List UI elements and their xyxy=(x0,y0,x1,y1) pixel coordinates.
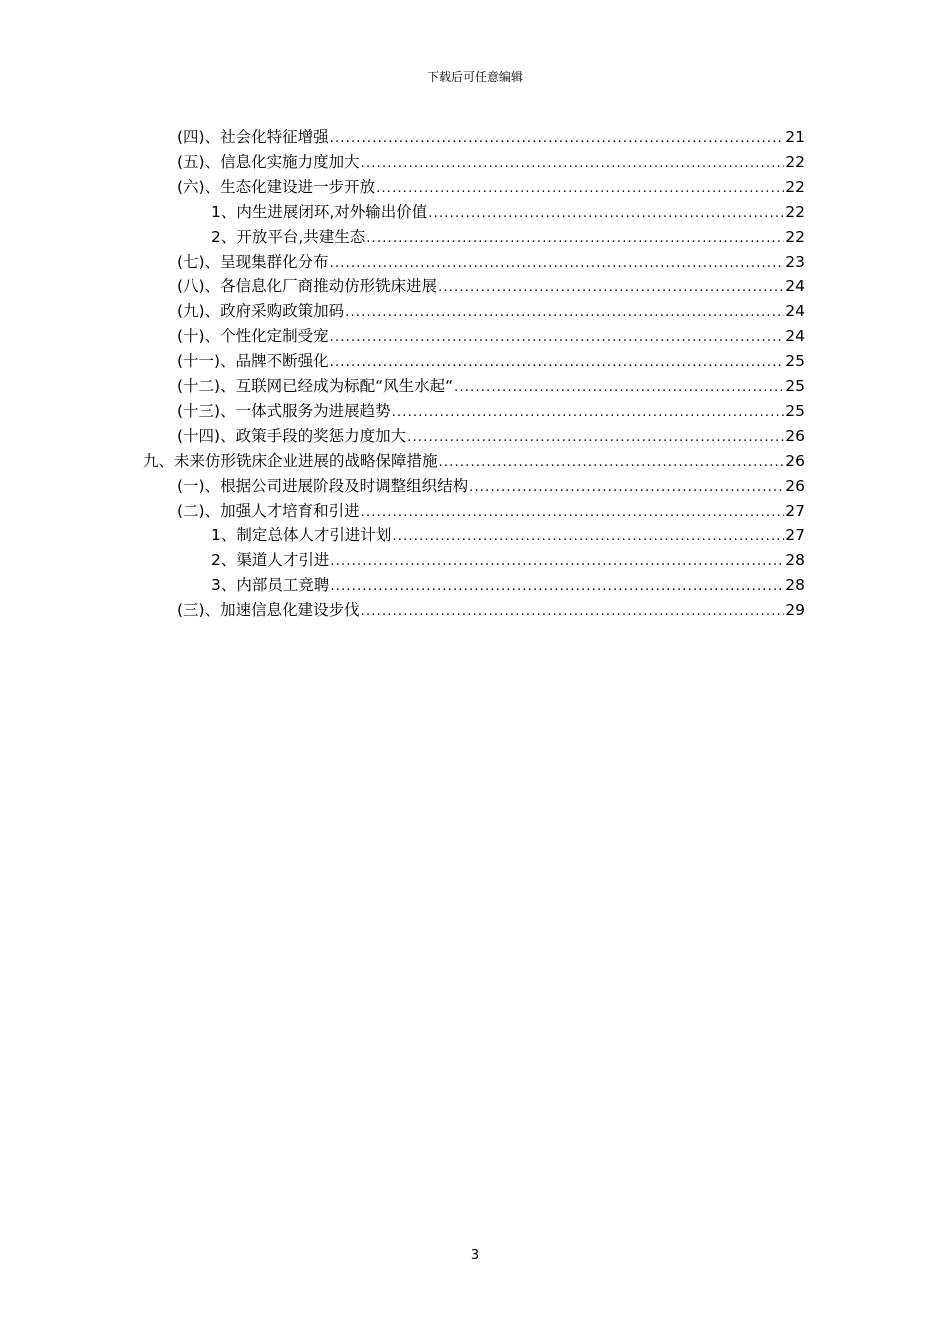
toc-entry[interactable] xyxy=(211,574,805,598)
toc-entry-page: 22 xyxy=(785,227,805,246)
toc-dot-leader xyxy=(376,178,784,200)
toc-entry-title: (五)、信息化实施力度加大 xyxy=(177,152,360,171)
toc-entry-page: 22 xyxy=(785,177,805,196)
toc-entry[interactable] xyxy=(177,126,805,150)
toc-entry[interactable] xyxy=(177,375,805,399)
toc-entry[interactable] xyxy=(211,201,805,225)
toc-entry-title: (四)、社会化特征增强 xyxy=(177,128,329,146)
toc-entry-page: 22 xyxy=(785,152,805,171)
toc-dot-leader xyxy=(439,452,785,474)
toc-entry-title: (十)、个性化定制受宠 xyxy=(177,327,329,346)
toc-entry-title: (二)、加强人才培育和引进 xyxy=(177,501,360,520)
toc-dot-leader xyxy=(366,228,784,250)
toc-entry[interactable] xyxy=(143,450,805,474)
toc-dot-leader xyxy=(454,377,784,399)
toc-entry[interactable] xyxy=(177,151,805,175)
toc-entry[interactable] xyxy=(177,325,805,349)
toc-dot-leader xyxy=(330,352,785,374)
toc-entry-page: 22 xyxy=(785,202,805,221)
toc-entry[interactable] xyxy=(177,400,805,424)
toc-entry[interactable] xyxy=(177,275,805,299)
toc-entry-page: 25 xyxy=(785,377,805,395)
toc-dot-leader xyxy=(361,153,785,175)
toc-dot-leader xyxy=(330,327,785,349)
toc-entry-page: 28 xyxy=(785,551,805,570)
toc-entry-page: 24 xyxy=(785,277,805,296)
toc-entry-title: (一)、根据公司进展阶段及时调整组织结构 xyxy=(177,476,469,495)
toc-entry[interactable] xyxy=(177,300,805,324)
toc-entry-title: 1、内生进展闭环,对外输出价值 xyxy=(211,202,428,221)
toc-entry-title: (八)、各信息化厂商推动仿形铣床进展 xyxy=(177,277,438,296)
toc-entry-page: 26 xyxy=(785,476,805,495)
toc-entry-title: 3、内部员工竞聘 xyxy=(211,576,330,595)
toc-entry-title: (十三)、一体式服务为进展趋势 xyxy=(177,401,391,420)
toc-entry[interactable] xyxy=(177,176,805,200)
toc-entry[interactable] xyxy=(177,475,805,499)
toc-entry[interactable] xyxy=(211,226,805,250)
toc-entry-page: 27 xyxy=(785,526,805,545)
toc-entry-page: 29 xyxy=(785,601,805,620)
toc-entry-title: (十四)、政策手段的奖惩力度加大 xyxy=(177,426,407,445)
toc-dot-leader xyxy=(330,551,784,573)
toc-entry-page: 25 xyxy=(785,401,805,420)
toc-entry-page: 21 xyxy=(785,128,805,146)
toc-dot-leader xyxy=(428,203,784,225)
toc-entry-title: (十一)、品牌不断强化 xyxy=(177,352,329,371)
toc-dot-leader xyxy=(330,576,784,598)
toc-entry[interactable] xyxy=(177,425,805,449)
toc-entry-page: 27 xyxy=(785,501,805,520)
toc-entry-title: 2、渠道人才引进 xyxy=(211,551,330,570)
toc-entry[interactable] xyxy=(177,500,805,524)
toc-entry-title: 1、制定总体人才引进计划 xyxy=(211,526,392,545)
toc-entry-page: 24 xyxy=(785,327,805,346)
toc-entry-title: (六)、生态化建设进一步开放 xyxy=(177,177,376,196)
toc-dot-leader xyxy=(392,402,785,424)
toc-dot-leader xyxy=(330,128,785,150)
toc-entry-title: (七)、呈现集群化分布 xyxy=(177,252,329,271)
toc-entry[interactable] xyxy=(211,549,805,573)
toc-entry-title: 2、开放平台,共建生态 xyxy=(211,227,366,246)
toc-entry[interactable] xyxy=(211,524,805,548)
toc-dot-leader xyxy=(469,477,784,499)
toc-entry-page: 25 xyxy=(785,352,805,371)
toc-entry-page: 26 xyxy=(785,451,805,470)
toc-dot-leader xyxy=(361,502,785,524)
toc-entry-title: (三)、加速信息化建设步伐 xyxy=(177,601,360,620)
toc-dot-leader xyxy=(407,427,784,449)
toc-entry[interactable] xyxy=(177,599,805,623)
toc-dot-leader xyxy=(438,277,784,299)
toc-entry-title: (九)、政府采购政策加码 xyxy=(177,302,345,321)
toc-dot-leader xyxy=(330,253,785,275)
toc-entry-page: 26 xyxy=(785,426,805,445)
toc-entry[interactable] xyxy=(177,350,805,374)
page-number: 3 xyxy=(470,1248,480,1263)
toc-dot-leader xyxy=(392,526,784,548)
toc-entry-page: 24 xyxy=(785,302,805,321)
toc-entry-page: 23 xyxy=(785,252,805,271)
toc-entry[interactable] xyxy=(177,251,805,275)
toc-entry-page: 28 xyxy=(785,576,805,595)
toc-dot-leader xyxy=(361,601,785,623)
toc-entry-title: 九、未来仿形铣床企业进展的战略保障措施 xyxy=(143,451,438,470)
page-header: 下载后可任意编辑 xyxy=(426,70,523,84)
toc-entry-title: (十二)、互联网已经成为标配“风生水起“ xyxy=(177,377,454,395)
toc-dot-leader xyxy=(345,302,784,324)
